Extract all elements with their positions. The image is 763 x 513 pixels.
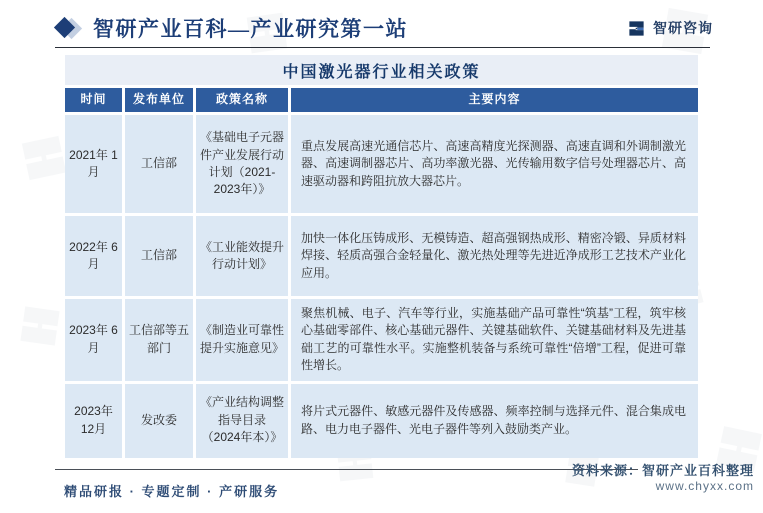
policy-table <box>65 55 698 458</box>
row-1-policy: 《基础电子元器件产业发展行动计划（2021-2023年）》 <box>196 115 288 213</box>
row-4-policy: 《产业结构调整指导目录（2024年本）》 <box>196 384 288 458</box>
row-4-time: 2023年 12月 <box>65 384 122 458</box>
row-2-policy: 《工业能效提升行动计划》 <box>196 216 288 296</box>
row-4-content: 将片式元器件、敏感元器件及传感器、频率控制与选择元件、混合集成电路、电力电子器件、光电子器件等列入鼓励类产业。 <box>291 384 698 458</box>
row-1-content: 重点发展高速光通信芯片、高速高精度光探测器、高速直调和外调制激光器、高速调制器芯片、高功率激光器、光传输用数字信号处理器芯片、高速驱动器和跨阻抗放大器芯片。 <box>291 115 698 213</box>
row-3-content: 聚焦机械、电子、汽车等行业，实施基础产品可靠性“筑基”工程，筑牢核心基础零部件、核心基础元器件、关键基础软件、关键基础材料及先进基础工艺的可靠性水平。实施整机装备与系统可靠性“倍增”工程，促进可靠性增长。 <box>291 299 698 381</box>
row-1-time: 2021年 1月 <box>65 115 122 213</box>
row-2-content: 加快一体化压铸成形、无模铸造、超高强钢热成形、精密冷锻、异质材料焊接、轻质高强合金轻量化、激光热处理等先进近净成形工艺技术产业化应用。 <box>291 216 698 296</box>
page-header <box>55 13 713 43</box>
row-3-policy: 《制造业可靠性提升实施意见》 <box>196 299 288 381</box>
column-header-unit: 发布单位 <box>125 88 193 112</box>
column-header-content: 主要内容 <box>291 88 698 112</box>
brand <box>55 13 408 43</box>
services-tagline: 精品研报 · 专题定制 · 产研服务 <box>64 484 280 499</box>
background-watermark <box>11 297 70 356</box>
row-3-unit: 工信部等五部门 <box>125 299 193 381</box>
diamond-icon <box>55 15 81 41</box>
company-logo-label: 智研咨询 <box>653 20 713 36</box>
company-logo <box>627 18 713 38</box>
site-title: 智研产业百科—产业研究第一站 <box>93 17 408 41</box>
data-source: 资料来源：智研产业百科整理 <box>571 463 754 478</box>
table-title: 中国激光器行业相关政策 <box>65 55 698 85</box>
row-4-unit: 发改委 <box>125 384 193 458</box>
row-2-unit: 工信部 <box>125 216 193 296</box>
row-3-time: 2023年 6月 <box>65 299 122 381</box>
column-header-time: 时间 <box>65 88 122 112</box>
zhiyan-logo-icon <box>627 19 646 38</box>
column-header-policy: 政策名称 <box>196 88 288 112</box>
website-url: www.chyxx.com <box>655 479 754 493</box>
header-divider <box>55 47 710 48</box>
row-1-unit: 工信部 <box>125 115 193 213</box>
table-grid <box>65 88 698 458</box>
row-2-time: 2022年 6月 <box>65 216 122 296</box>
footer-divider <box>55 469 638 470</box>
